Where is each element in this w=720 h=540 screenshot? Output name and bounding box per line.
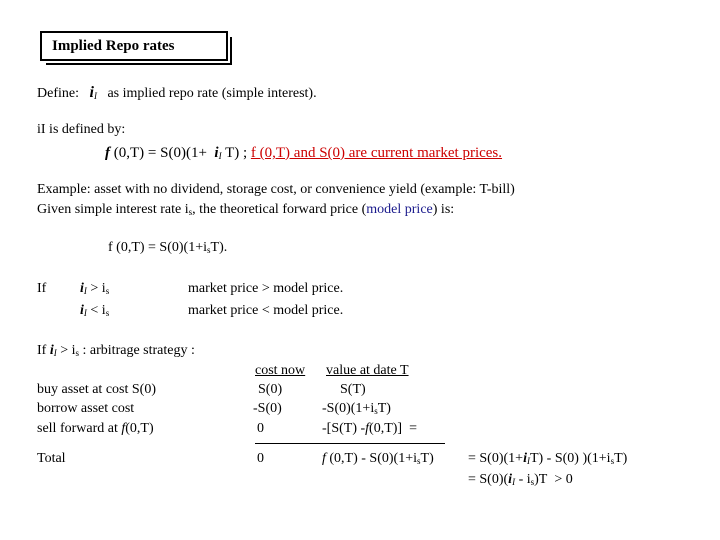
arb-s-sub: s [75, 348, 80, 358]
row-label: borrow asset cost [37, 401, 135, 416]
arbitrage-heading [37, 343, 195, 359]
eq1-i-sub: I [218, 151, 222, 161]
row-cost: -S(0) [253, 401, 282, 416]
arb-i-sub: I [53, 348, 57, 358]
define-text: as implied repo rate (simple interest). [107, 86, 317, 101]
define-symbol-sub: I [93, 91, 97, 101]
define-symbol: i [89, 84, 94, 101]
cond2-op: < i [86, 303, 106, 318]
condition-greater [80, 281, 109, 297]
example2-part-b: , the theoretical forward price ( [192, 202, 367, 217]
example2-sub: s [188, 207, 193, 217]
cond2-i-sub: I [83, 308, 87, 318]
row-value: S(T) [340, 382, 366, 397]
cond2-i: i [80, 303, 84, 318]
row-cost: S(0) [258, 382, 283, 397]
eq1-part-a: (0,T) = S(0)(1+ [113, 145, 207, 161]
row-label: sell forward at f(0,T) [37, 421, 154, 436]
row-value: -[S(T) -f(0,T)] = [322, 421, 417, 436]
title-box [40, 31, 228, 61]
total-rule [255, 443, 445, 444]
cond1-op: > i [86, 281, 106, 296]
result-line-1: = $S(0)(1+i_IT) - S(0)$ )$(1+i_sT)$ [468, 451, 628, 466]
arb-part-c: : arbitrage strategy : [79, 343, 195, 358]
total-label: Total [37, 451, 66, 466]
eq2-sub: s [207, 245, 211, 255]
arb-i: i [49, 343, 54, 358]
eq1-part-b: T) ; [225, 145, 248, 161]
define-label: Define: [37, 86, 79, 101]
example2-part-c: ) is: [432, 202, 455, 217]
cond1-s-sub: s [105, 286, 110, 296]
equation-implied [105, 145, 502, 162]
arb-part-a: If [37, 343, 50, 358]
page-title: Implied Repo rates [52, 38, 175, 54]
defined-by: iI is defined by: [37, 122, 126, 137]
condition-less [80, 303, 109, 319]
example-line-2 [37, 202, 454, 218]
cond1-i: i [80, 281, 84, 296]
if-label: If [37, 281, 47, 296]
header-cost-now: cost now [255, 363, 306, 378]
example2-part-a: Given simple interest rate i [37, 202, 189, 217]
arb-op: > i [56, 343, 76, 358]
row-label: buy asset at cost S(0) [37, 382, 156, 397]
total-value: f $(0,T) - S(0)(1+i_sT)$ [322, 451, 434, 466]
result-less: market price < model price. [188, 303, 344, 318]
cond1-i-sub: I [83, 286, 87, 296]
result-line-2: = $S(0)(i_I - i_s)T > 0$ [468, 472, 573, 487]
result-greater: market price > model price. [188, 281, 344, 296]
eq2-part-b: T). [210, 240, 228, 255]
eq1-f: f [105, 145, 110, 161]
define-line [37, 84, 317, 102]
cond2-s-sub: s [105, 308, 110, 318]
header-value-at-T: value at date T [326, 363, 409, 378]
row-cost: 0 [257, 421, 264, 436]
example-line-1: Example: asset with no dividend, storage cost, or convenience yield (example: T-bill) [37, 182, 515, 197]
row-value: $-S(0)(1+i_sT)$ [322, 401, 391, 416]
total-cost: 0 [257, 451, 264, 466]
eq1-market-prices-note: f (0,T) and S(0) are current market prices. [250, 145, 503, 161]
model-price-term: model price [366, 202, 433, 217]
eq1-i: i [214, 145, 219, 161]
equation-model [108, 240, 227, 256]
eq2-part-a: f (0,T) = S(0)(1+i [108, 240, 207, 255]
